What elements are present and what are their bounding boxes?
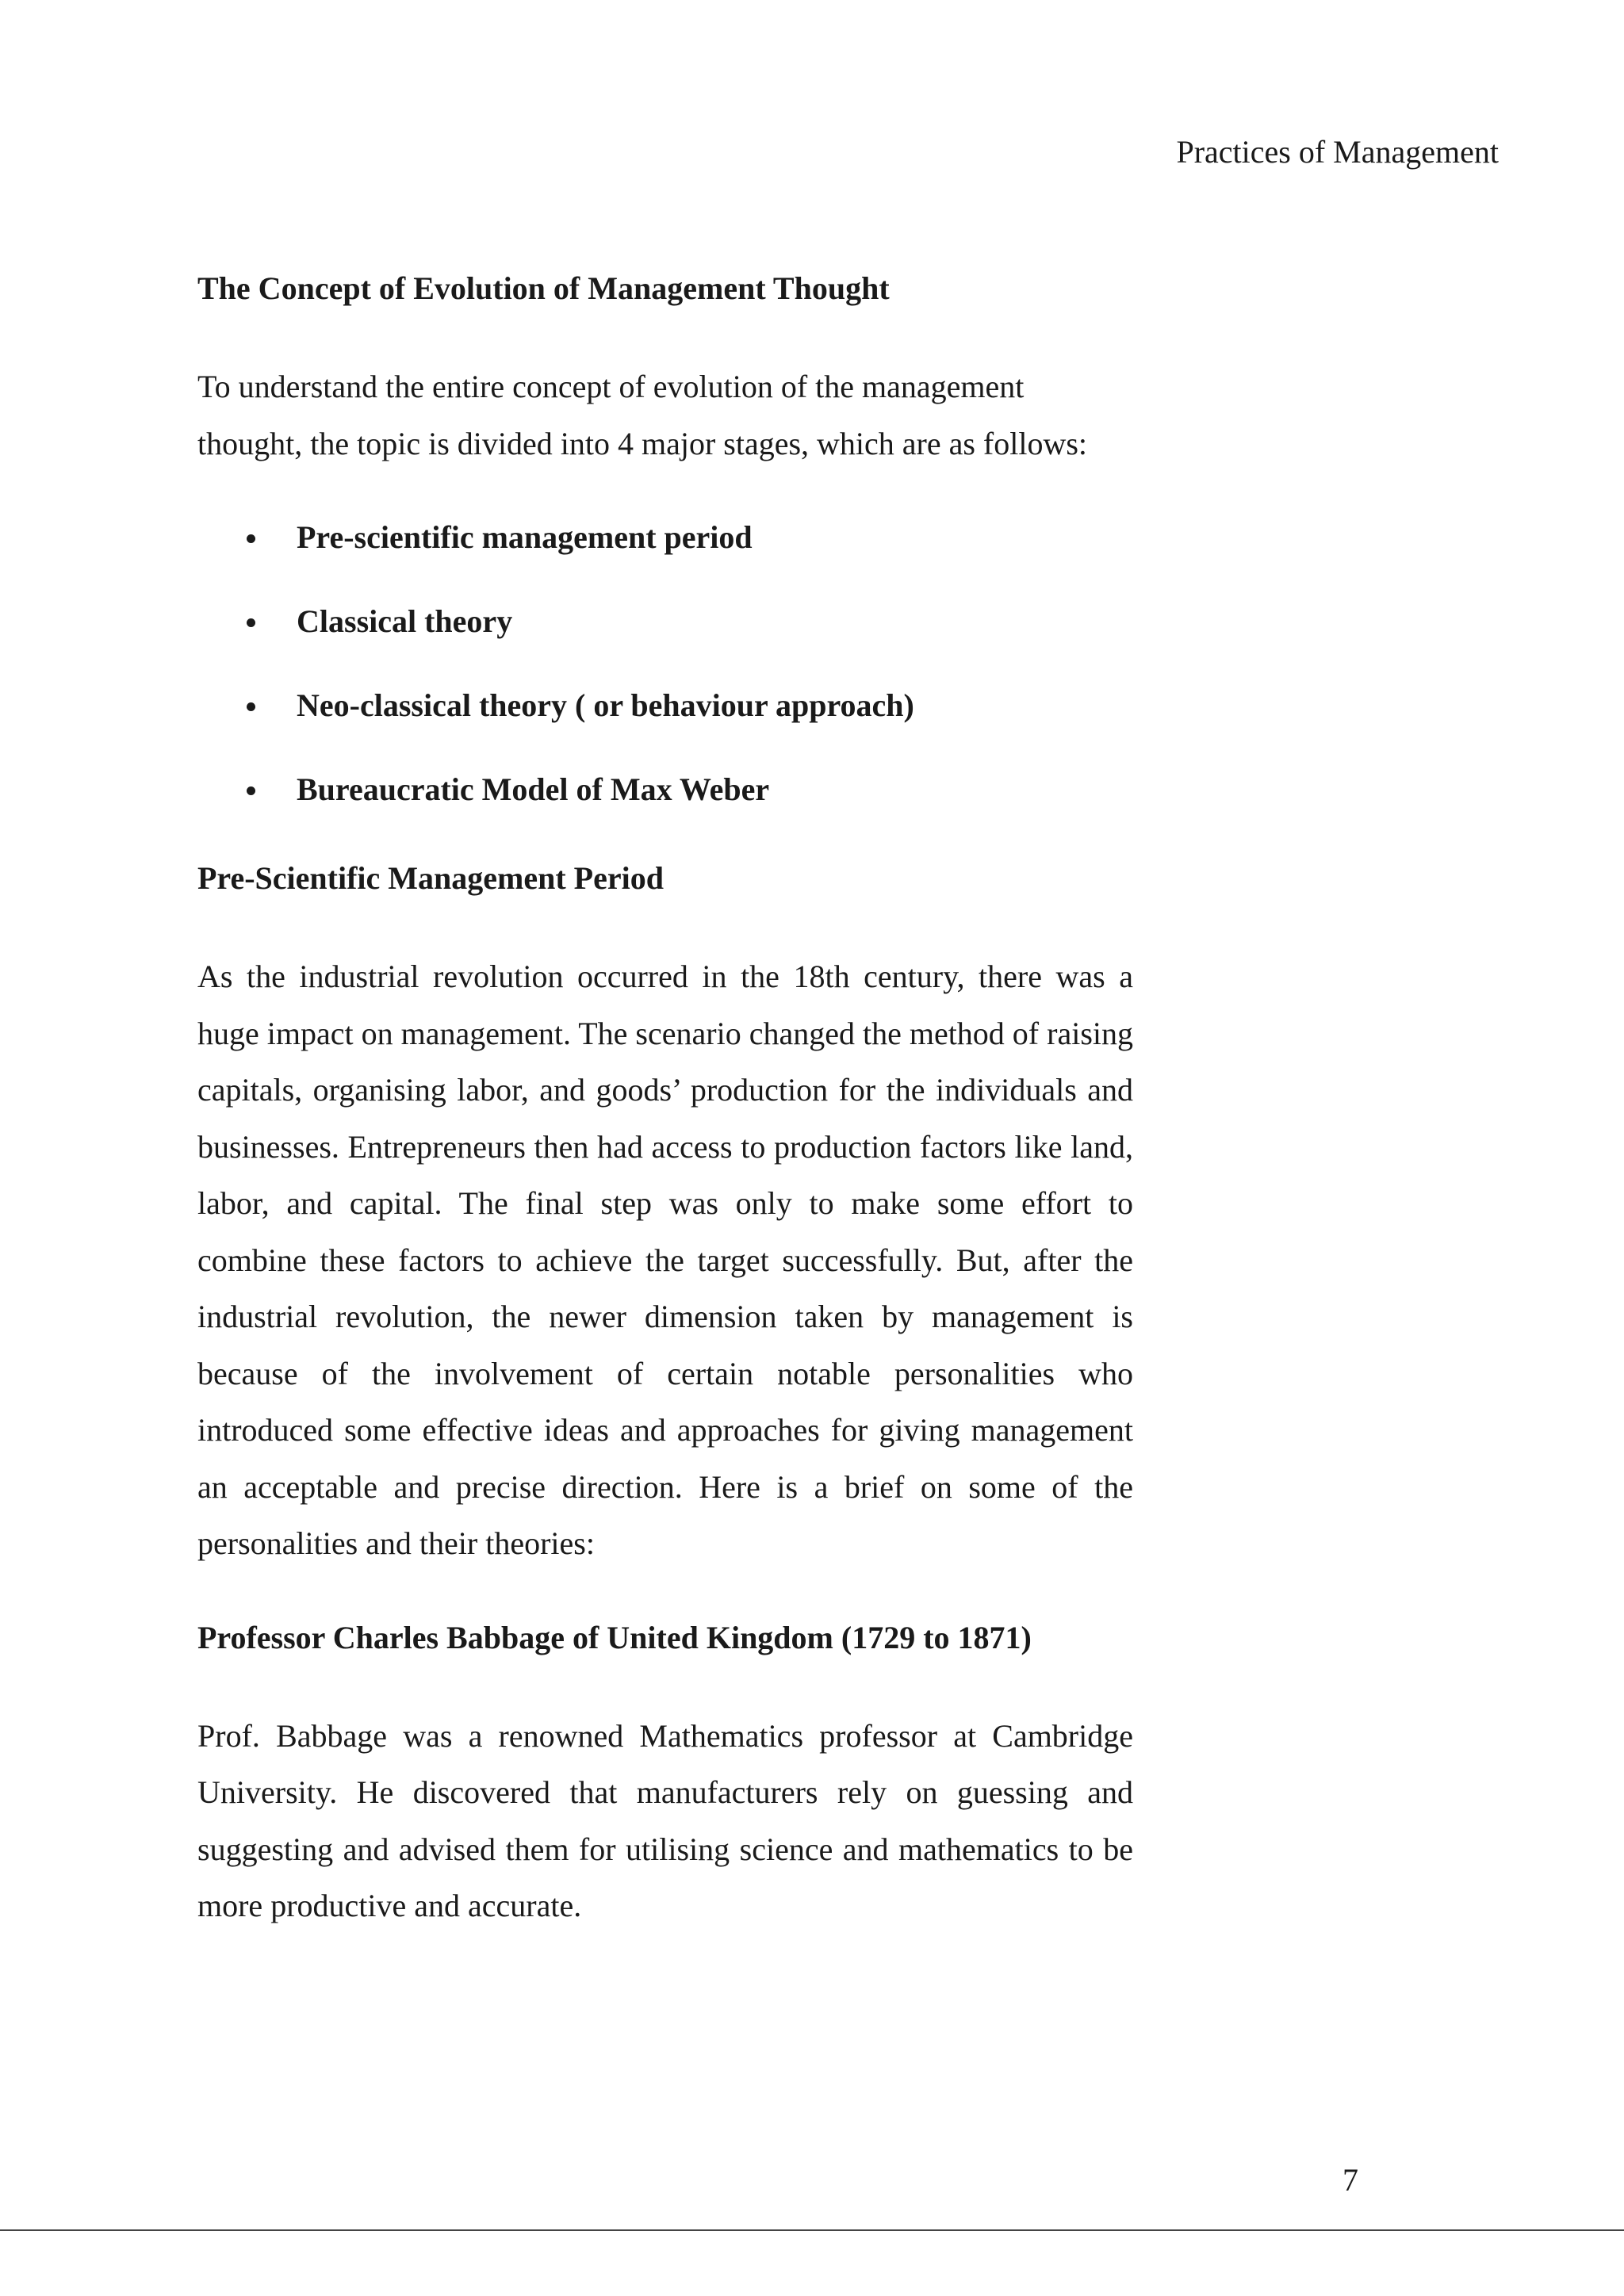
list-item-label: Bureaucratic Model of Max Weber	[297, 771, 770, 807]
list-item	[197, 683, 1133, 728]
intro-line: To understand the entire concept of evolution of the management	[197, 369, 1025, 404]
intro-line: thought, the topic is divided into 4 major stages, which are as follows:	[197, 425, 1088, 461]
footer-divider	[0, 2229, 1624, 2231]
bullet-icon	[247, 534, 255, 543]
bullet-icon	[247, 786, 255, 795]
section-heading-pre-scientific: Pre-Scientific Management Period	[197, 860, 664, 896]
page-body	[197, 266, 1133, 1934]
list-item	[197, 599, 1133, 644]
list-item	[197, 515, 1133, 560]
list-item-label: Neo-classical theory ( or behaviour approach)	[297, 687, 914, 723]
section-heading-concept: The Concept of Evolution of Management Thought	[197, 270, 890, 306]
section-heading-babbage: Professor Charles Babbage of United Kingdom (1729 to 1871)	[197, 1619, 1032, 1655]
list-item-label: Pre-scientific management period	[297, 519, 753, 555]
page-number: 7	[1342, 2162, 1358, 2198]
intro-paragraph	[197, 358, 1133, 472]
pre-scientific-paragraph: As the industrial revolution occurred in the 18th century, there was a huge impact on management. The scenario changed the method of raising capitals, organising labor, and goods’ production for the individuals and businesses. Entrepreneurs then had access to production factors like land, labor, and capital. The final step was only to make some effort to combine these factors to achieve the target successfully. But, after the industrial revolution, the newer dimension taken by management is because of the involvement of certain notable personalities who introduced some effective ideas and approaches for giving management an acceptable and precise direction. Here is a brief on some of the personalities and their theories:	[197, 959, 1133, 1561]
list-item-label: Classical theory	[297, 603, 513, 639]
bullet-icon	[247, 618, 255, 627]
running-header: Practices of Management	[1176, 134, 1499, 170]
stages-list	[197, 515, 1133, 812]
bullet-icon	[247, 702, 255, 711]
babbage-paragraph: Prof. Babbage was a renowned Mathematics professor at Cambridge University. He discovered that manufacturers rely on guessing and suggesting and advised them for utilising science and mathematics to be more productive and accurate.	[197, 1717, 1133, 1923]
list-item	[197, 767, 1133, 812]
